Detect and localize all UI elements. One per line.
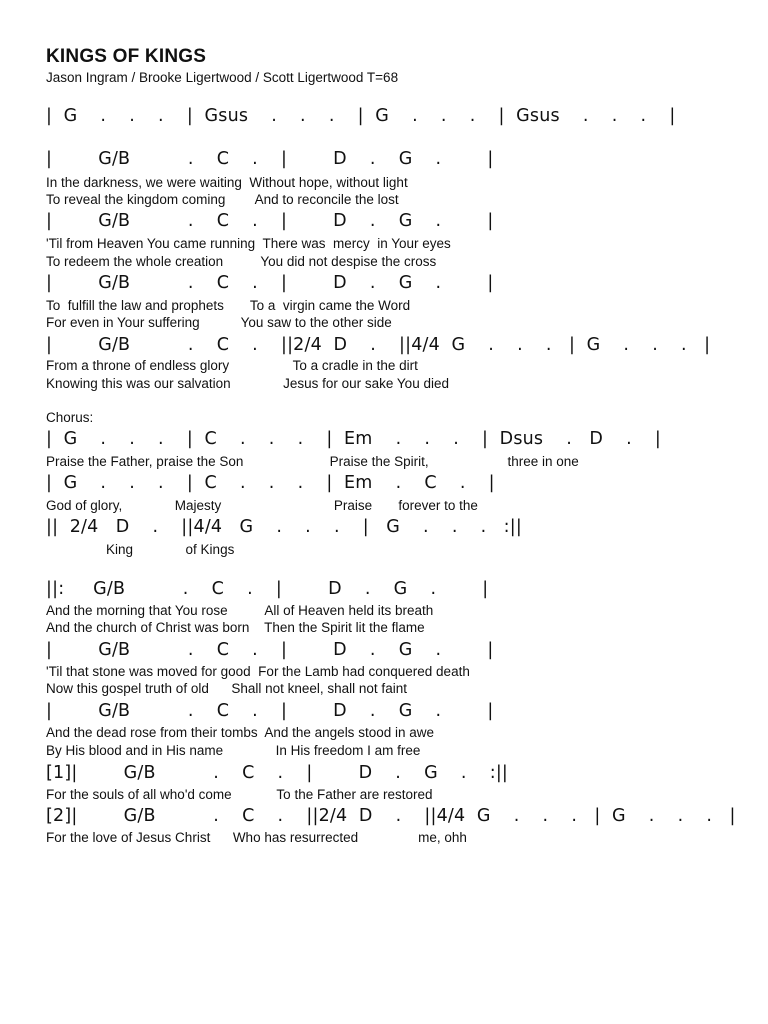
verse1-lyric-line-2a: 'Til from Heaven You came running There was mercy in Your eyes — [46, 236, 451, 251]
verse2-lyric-line-2a: 'Til that stone was moved for good For the Lamb had conquered death — [46, 664, 470, 679]
song-title: KINGS OF KINGS — [46, 46, 207, 67]
intro-chord-line: | G . . . | Gsus . . . | G . . . | Gsus . . . | — [46, 106, 676, 126]
verse2-chord-line-4: [1]| G/B . C . | D . G . :|| — [46, 763, 509, 783]
chorus-chord-line-1: | G . . . | C . . . | Em . . . | Dsus . D . | — [46, 429, 661, 449]
verse2-chord-line-5: [2]| G/B . C . ||2/4 D . ||4/4 G . . . | G . . . | — [46, 806, 736, 826]
chorus-lyric-line-3: King of Kings — [46, 542, 235, 557]
verse1-lyric-line-1a: In the darkness, we were waiting Without hope, without light — [46, 175, 408, 190]
verse2-lyric-line-1b: And the church of Christ was born Then the Spirit lit the flame — [46, 620, 425, 635]
verse1-chord-line-4: | G/B . C . ||2/4 D . ||4/4 G . . . | G . . . | — [46, 335, 711, 355]
chorus-lyric-line-1: Praise the Father, praise the Son Praise the Spirit, three in one — [46, 454, 579, 469]
verse2-lyric-line-3a: And the dead rose from their tombs And the angels stood in awe — [46, 725, 434, 740]
verse1-lyric-line-2b: To redeem the whole creation You did not despise the cross — [46, 254, 437, 269]
verse2-chord-line-1: ||: G/B . C . | D . G . | — [46, 579, 489, 599]
chorus-label: Chorus: — [46, 410, 94, 425]
verse2-lyric-line-4: For the souls of all who'd come To the Father are restored — [46, 787, 433, 802]
verse1-lyric-line-4a: From a throne of endless glory To a cradle in the dirt — [46, 358, 418, 373]
verse2-chord-line-3: | G/B . C . | D . G . | — [46, 701, 494, 721]
verse1-lyric-line-1b: To reveal the kingdom coming And to reconcile the lost — [46, 192, 399, 207]
verse1-chord-line-1: | G/B . C . | D . G . | — [46, 149, 494, 169]
chorus-chord-line-2: | G . . . | C . . . | Em . C . | — [46, 473, 495, 493]
verse1-chord-line-3: | G/B . C . | D . G . | — [46, 273, 494, 293]
verse2-lyric-line-5: For the love of Jesus Christ Who has resurrected me, ohh — [46, 830, 467, 845]
verse2-chord-line-2: | G/B . C . | D . G . | — [46, 640, 494, 660]
verse2-lyric-line-3b: By His blood and in His name In His freedom I am free — [46, 743, 421, 758]
chorus-chord-line-3: || 2/4 D . ||4/4 G . . . | G . . . :|| — [46, 517, 522, 537]
verse1-lyric-line-3b: For even in Your suffering You saw to the other side — [46, 315, 392, 330]
chorus-lyric-line-2: God of glory, Majesty Praise forever to the — [46, 498, 478, 513]
verse1-lyric-line-3a: To fulfill the law and prophets To a virgin came the Word — [46, 298, 411, 313]
verse1-lyric-line-4b: Knowing this was our salvation Jesus for our sake You died — [46, 376, 449, 391]
verse2-lyric-line-1a: And the morning that You rose All of Heaven held its breath — [46, 603, 434, 618]
verse1-chord-line-2: | G/B . C . | D . G . | — [46, 211, 494, 231]
song-authors: Jason Ingram / Brooke Ligertwood / Scott Ligertwood T=68 — [46, 70, 399, 85]
verse2-lyric-line-2b: Now this gospel truth of old Shall not kneel, shall not faint — [46, 681, 407, 696]
